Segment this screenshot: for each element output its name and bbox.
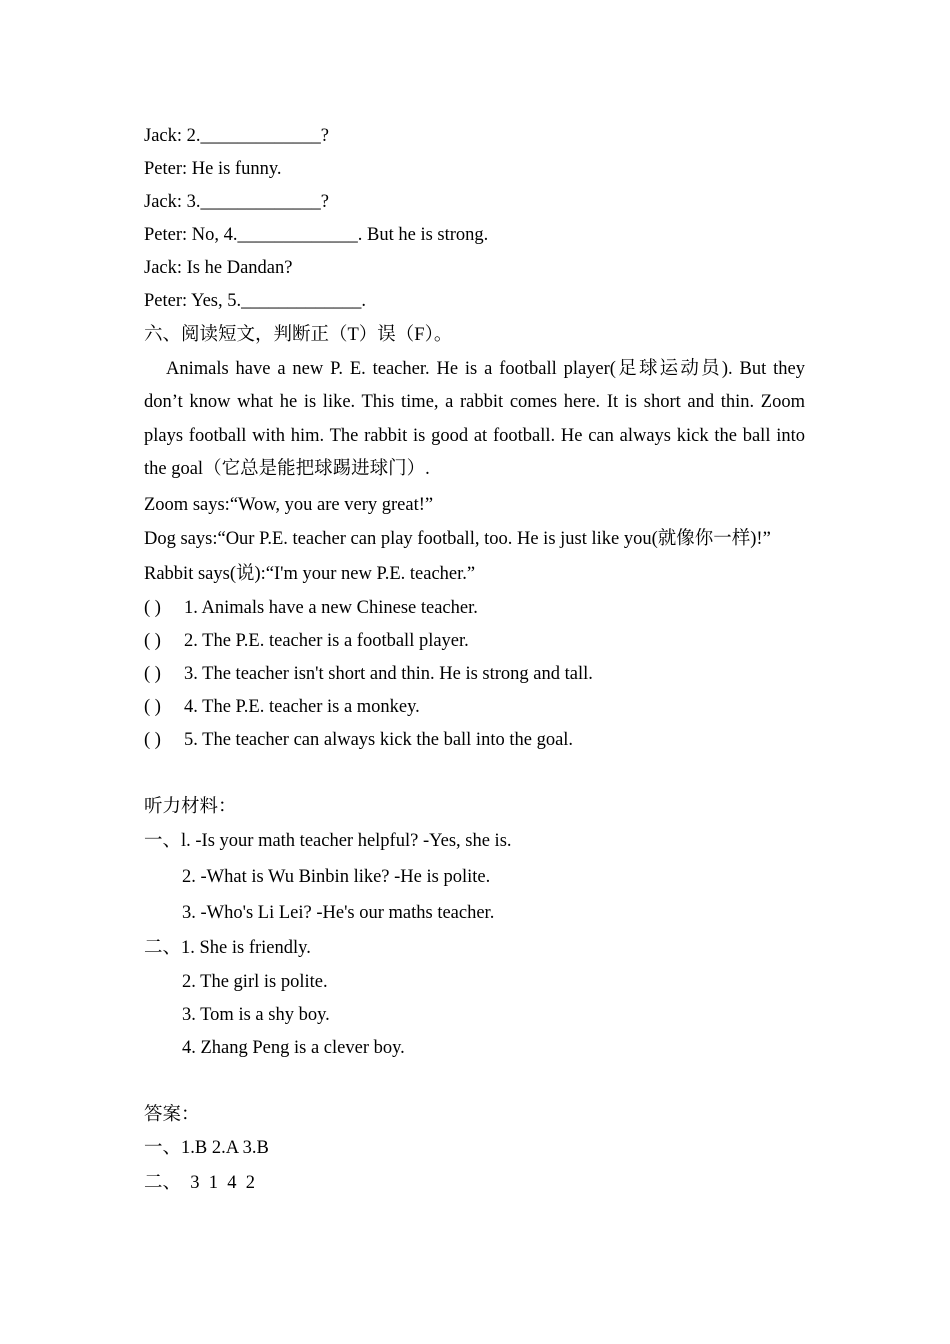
answer-blank[interactable]: ( ) (144, 730, 161, 750)
question-text: 1. Animals have a new Chinese teacher. (184, 598, 478, 618)
quote-dog: Dog says:“Our P.E. teacher can play football, too. He is just like you(就像你一样)!” (144, 529, 771, 549)
dialogue-line-4: Peter: No, 4._____________. But he is strong. (144, 225, 489, 245)
dialogue-line-6: Peter: Yes, 5._____________. (144, 291, 367, 311)
answers-title: 答案： (144, 1105, 200, 1125)
listening-part2-line-3: 3. Tom is a shy boy. (182, 1005, 330, 1025)
listening-part2-line-1: 二、1. She is friendly. (144, 938, 311, 958)
section-heading: 六、阅读短文，判断正（T）误（F）。 (144, 325, 453, 345)
question-text: 2. The P.E. teacher is a football player. (184, 631, 469, 651)
answer-blank[interactable]: ( ) (144, 697, 161, 717)
dialogue-line-5: Jack: Is he Dandan? (144, 258, 293, 278)
listening-title: 听力材料： (144, 797, 237, 817)
quote-zoom: Zoom says:“Wow, you are very great!” (144, 495, 434, 515)
answers-line-1: 一、1.B 2.A 3.B (144, 1138, 269, 1158)
answer-blank[interactable]: ( ) (144, 631, 161, 651)
answers-line-2: 二、 3 1 4 2 (144, 1173, 256, 1193)
listening-part1-line-1: 一、l. -Is your math teacher helpful? -Yes, she is. (144, 831, 512, 851)
question-4 (144, 694, 420, 720)
answer-blank[interactable]: ( ) (144, 598, 161, 618)
question-text: 5. The teacher can always kick the ball into the goal. (184, 730, 574, 750)
dialogue-line-3: Jack: 3._____________? (144, 192, 329, 212)
question-5 (144, 727, 573, 753)
quote-rabbit: Rabbit says(说):“I'm your new P.E. teacher.” (144, 564, 476, 584)
question-text: 4. The P.E. teacher is a monkey. (184, 697, 420, 717)
listening-part1-line-3: 3. -Who's Li Lei? -He's our maths teacher. (182, 903, 495, 923)
reading-passage: Animals have a new P. E. teacher. He is a football player(足球运动员). But they don’t know what he is like. This time, a rabbit comes here. It is short and thin. Zoom plays football with him. The rabbit is good at football. He can always kick the ball into the goal（它总是能把球踢进球门）. (144, 359, 805, 479)
listening-part2-line-4: 4. Zhang Peng is a clever boy. (182, 1038, 405, 1058)
question-2 (144, 628, 469, 654)
listening-part1-line-2: 2. -What is Wu Binbin like? -He is polite. (182, 867, 491, 887)
listening-part2-line-2: 2. The girl is polite. (182, 972, 328, 992)
dialogue-line-2: Peter: He is funny. (144, 159, 282, 179)
question-text: 3. The teacher isn't short and thin. He is strong and tall. (184, 664, 593, 684)
dialogue-line-1: Jack: 2._____________? (144, 126, 329, 146)
answer-blank[interactable]: ( ) (144, 664, 161, 684)
question-1 (144, 595, 478, 621)
question-3 (144, 661, 593, 687)
